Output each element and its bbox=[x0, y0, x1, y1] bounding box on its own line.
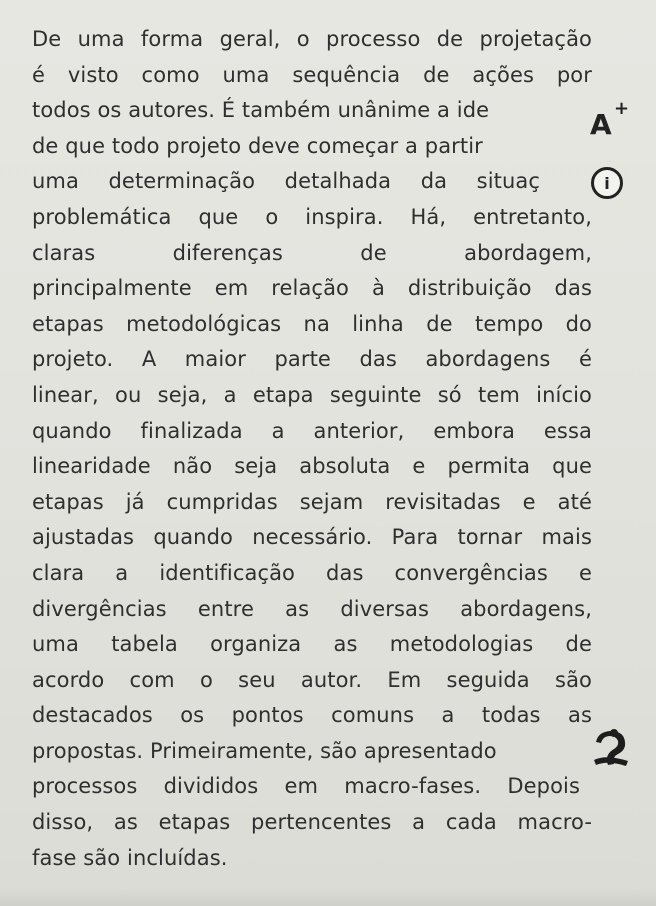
paragraph-text bbox=[32, 22, 592, 876]
font-size-increase-icon[interactable] bbox=[588, 98, 630, 148]
text-line: clara a identificação das convergências e bbox=[32, 560, 592, 585]
text-line: quando finalizada a anterior, embora essa bbox=[32, 418, 592, 443]
text-line: claras diferenças de abordagem, bbox=[32, 240, 592, 265]
text-line: De uma forma geral, o processo de projetação bbox=[32, 27, 592, 51]
info-icon[interactable] bbox=[591, 167, 623, 199]
text-line: projeto. A maior parte das abordagens é bbox=[32, 347, 592, 372]
text-line: divergências entre as diversas abordagens, bbox=[32, 596, 592, 621]
text-line: é visto como uma sequência de ações por bbox=[32, 62, 592, 87]
text-line: etapas já cumpridas sejam revisitadas e até bbox=[32, 489, 592, 514]
text-line: linearidade não seja absoluta e permita que bbox=[32, 454, 592, 479]
font-size-plus: + bbox=[614, 98, 630, 119]
text-line: etapas metodológicas na linha de tempo do bbox=[32, 311, 592, 336]
text-line: ajustadas quando necessário. Para tornar mais bbox=[32, 525, 592, 550]
info-glyph: i bbox=[604, 173, 610, 193]
font-size-letter: A bbox=[590, 108, 612, 141]
text-line: disso, as etapas pertencentes a cada macro- bbox=[32, 810, 592, 835]
text-line: propostas. Primeiramente, são apresentado bbox=[32, 738, 497, 763]
text-line: uma tabela organiza as metodologias de bbox=[32, 632, 592, 657]
help-question-icon[interactable] bbox=[592, 728, 630, 768]
text-line: problemática que o inspira. Há, entretanto, bbox=[32, 204, 592, 229]
text-line: de que todo projeto deve começar a partir bbox=[32, 133, 483, 158]
page-edge-shadow bbox=[0, 888, 656, 906]
text-line: processos divididos em macro-fases. Depois bbox=[32, 774, 580, 799]
text-line: principalmente em relação à distribuição das bbox=[32, 276, 592, 301]
text-line: linear, ou seja, a etapa seguinte só tem início bbox=[32, 382, 592, 407]
text-line: acordo com o seu autor. Em seguida são bbox=[32, 667, 592, 692]
text-line: fase são incluídas. bbox=[32, 845, 228, 870]
text-line: destacados os pontos comuns a todas as bbox=[32, 703, 592, 728]
text-line: uma determinação detalhada da situaç bbox=[32, 169, 540, 194]
text-line: todos os autores. É também unânime a ide bbox=[32, 98, 490, 123]
